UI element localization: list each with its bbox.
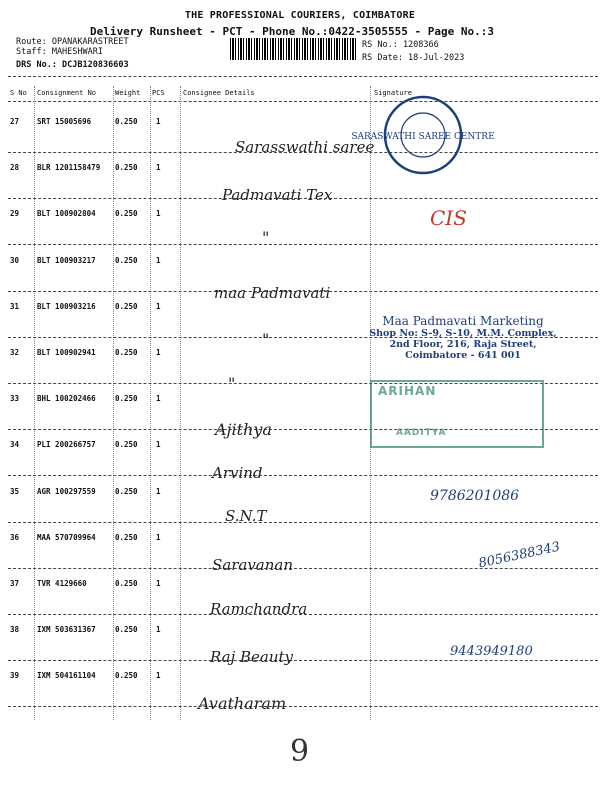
row-sno: 33 [10,394,20,404]
col-signature: Signature [374,89,412,97]
row-sno: 28 [10,163,20,173]
table-row [0,533,600,545]
row-sno: 39 [10,671,20,681]
row-sno: 32 [10,348,20,357]
consignee-hand-39: Avatharam [198,694,287,713]
row-sno: 34 [10,440,20,450]
row-pcs: 1 [156,348,161,357]
arihant-line-2: AADITYA [396,428,447,438]
row-consignment: BLR 1201158479 [37,163,101,173]
row-pcs: 1 [156,440,161,450]
arihant-line-1: ARIHAN [378,384,437,398]
phone-1: 9786201086 [430,488,520,504]
row-divider [8,568,598,569]
row-consignment: BLT 100903217 [37,255,96,265]
row-pcs: 1 [156,117,161,126]
row-weight: 0.250 [115,579,138,588]
table-row [0,256,600,268]
row-weight: 0.250 [115,255,138,265]
seal-text: SARASWATHI SAREE CENTRE [351,132,495,142]
header-divider [8,76,598,77]
arihant-stamp [370,380,544,448]
row-pcs: 1 [156,671,161,681]
phone-2: 8056388343 [477,539,562,572]
row-weight: 0.250 [115,209,138,219]
stamp-line-3: 2nd Floor, 216, Raja Street, [389,339,537,350]
table-row [0,302,600,314]
col-sno: S No [10,89,27,97]
row-weight: 0.250 [115,532,138,542]
row-consignment: AGR 100297559 [37,486,96,496]
row-sno: 31 [10,301,20,311]
col-weight: Weight [115,89,141,97]
row-divider [8,475,598,476]
staff-label: Staff: MAHESHWARI [16,47,103,57]
row-divider [8,244,598,245]
cls-mark: CIS [430,206,467,230]
consignee-hand-38: Raj Beauty [210,648,294,666]
drs-number: DRS No.: DCJB120836603 [16,60,129,70]
rs-date: RS Date: 18-Jul-2023 [362,53,465,63]
stamp-line-2: Shop No: S-9, S-10, M.M. Complex, [369,328,557,339]
table-row [0,209,600,221]
table-row [0,579,600,591]
row-divider [8,660,598,661]
row-pcs: 1 [156,486,161,496]
row-weight: 0.250 [115,440,138,450]
col-consignment: Consignment No [37,89,97,97]
row-consignment: IXM 503631367 [37,625,96,635]
row-weight: 0.250 [115,671,138,681]
consignee-hand-31: " [262,330,270,349]
consignee-hand-32: " [228,374,236,393]
consignee-hand-30: maa Padmavati [214,284,331,302]
row-weight: 0.250 [115,348,138,357]
saraswathi-seal [351,92,495,178]
row-weight: 0.250 [115,163,138,173]
col-consignee: Consignee Details [183,89,255,97]
row-consignment: BHL 100202466 [37,394,96,404]
table-row [0,625,600,637]
route-label: Route: OPANAKARASTREET [16,37,129,47]
row-pcs: 1 [156,532,161,542]
table-row [0,671,600,683]
runsheet-subtitle: Delivery Runsheet - PCT - Phone No.:0422-3505555 - Page No.:3 [90,25,494,38]
row-sno: 29 [10,209,20,219]
column-divider [8,101,598,102]
stamp-line-1: Maa Padmavati Marketing [382,314,544,328]
consignee-hand-29: " [262,228,270,247]
row-weight: 0.250 [115,117,138,126]
row-divider [8,706,598,707]
row-pcs: 1 [156,625,161,635]
row-sno: 35 [10,486,20,496]
row-sno: 27 [10,117,20,126]
table-row [0,163,600,175]
row-weight: 0.250 [115,625,138,635]
row-pcs: 1 [156,394,161,404]
rs-number: RS No.: 1208366 [362,40,439,50]
stamp-line-4: Coimbatore - 641 001 [405,350,521,361]
table-row [0,117,600,129]
row-sno: 38 [10,625,20,635]
consignee-hand-33: Ajithya [215,420,272,439]
row-weight: 0.250 [115,486,138,496]
row-consignment: IXM 504161104 [37,671,96,681]
row-sno: 36 [10,532,20,542]
phone-3: 9443949180 [450,644,533,659]
consignee-hand-35: S.N.T [225,507,267,525]
row-consignment: TVR 4129660 [37,579,87,588]
barcode [230,38,358,60]
consignee-hand-34: Arvind [212,464,263,482]
consignee-hand-28: Padmavati Tex [222,186,333,204]
row-pcs: 1 [156,163,161,173]
consignee-hand-36: Saravanan [212,556,294,574]
row-divider [8,522,598,523]
row-consignment: SRT 15005696 [37,117,92,126]
consignee-hand-37: Ramchandra [210,600,308,618]
page-number-handwritten: 9 [290,734,310,769]
row-pcs: 1 [156,255,161,265]
row-consignment: BLT 100902941 [37,348,96,357]
row-consignment: BLT 100902804 [37,209,96,219]
row-weight: 0.250 [115,301,138,311]
company-title: THE PROFESSIONAL COURIERS, COIMBATORE [184,10,416,21]
row-sno: 30 [10,255,20,265]
row-pcs: 1 [156,301,161,311]
row-consignment: PLI 200266757 [37,440,96,450]
row-sno: 37 [10,579,20,588]
padmavati-stamp [358,314,568,361]
row-consignment: MAA 570709964 [37,532,96,542]
row-pcs: 1 [156,579,161,588]
col-pcs: PCS [152,89,165,97]
row-weight: 0.250 [115,394,138,404]
row-consignment: BLT 100903216 [37,301,96,311]
consignee-hand-27: Sarasswathi saree [235,138,375,156]
row-pcs: 1 [156,209,161,219]
